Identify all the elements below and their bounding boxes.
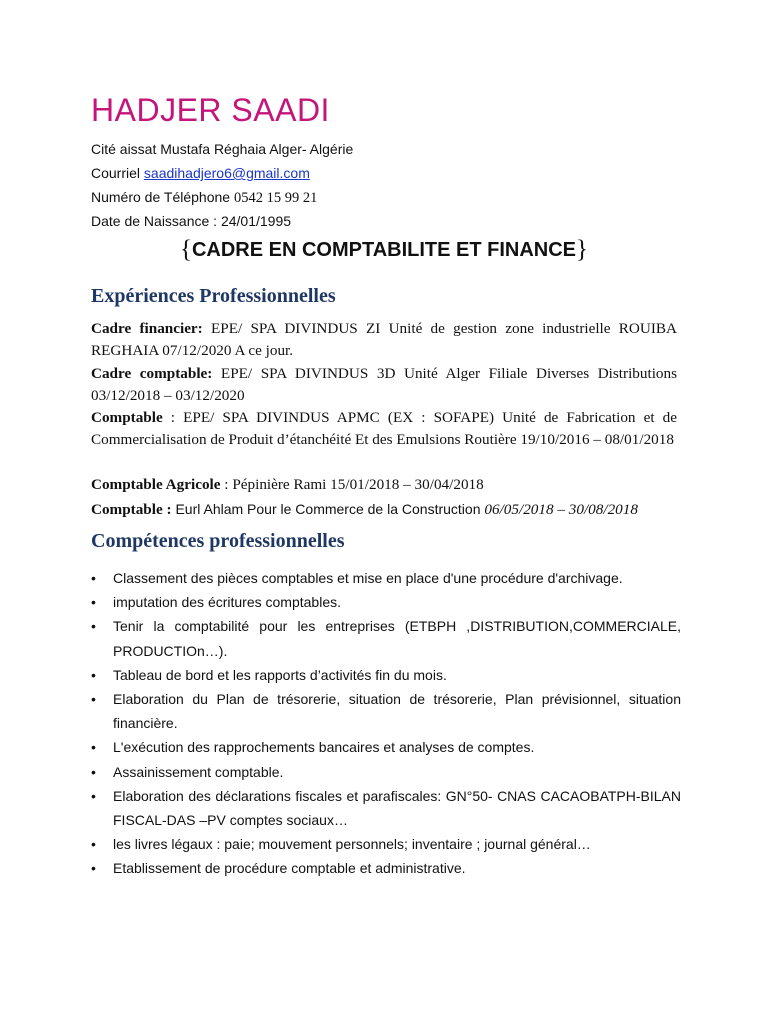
skill-text: Elaboration des déclarations fiscales et parafiscales: GN°50- CNAS CACAOBATPH-BILAN FISCAL-DAS –PV comptes sociaux…	[113, 787, 681, 829]
list-item	[91, 687, 681, 735]
experience-details: EPE/ SPA DIVINDUS ZI Unité de gestion zone industrielle ROUIBA REGHAIA 07/12/2020 A ce jour.	[91, 320, 677, 360]
bullet-icon: •	[91, 860, 96, 877]
email-label: Courriel	[91, 165, 141, 181]
experience-item	[91, 498, 677, 521]
experience-role: Comptable	[91, 409, 163, 426]
birth-date-line	[91, 212, 291, 230]
experience-role: Cadre comptable:	[91, 365, 213, 382]
list-item	[91, 832, 681, 856]
experience-item	[91, 407, 677, 452]
list-item	[91, 760, 681, 784]
email-line	[91, 164, 310, 182]
headline-brace-open: {	[179, 236, 192, 263]
candidate-name: HADJER SAADI	[91, 92, 330, 128]
experience-item	[91, 318, 677, 363]
experience-role: Comptable Agricole	[91, 476, 221, 493]
skill-text: Tenir la comptabilité pour les entreprises (ETBPH ,DISTRIBUTION,COMMERCIALE, PRODUCTIOn…).	[113, 618, 681, 659]
address-line	[91, 140, 353, 158]
address-text: Cité aissat Mustafa Réghaia Alger- Algérie	[91, 141, 354, 157]
bullet-icon: •	[91, 787, 96, 804]
skill-text: Assainissement comptable.	[113, 763, 284, 780]
list-item	[91, 590, 681, 614]
list-item	[91, 735, 681, 759]
experience-details: Eurl Ahlam Pour le Commerce de la Construction	[171, 501, 485, 517]
list-item	[91, 614, 681, 662]
birth-date-text: Date de Naissance : 24/01/1995	[91, 213, 292, 229]
experience-details: EPE/ SPA DIVINDUS 3D Unité Alger Filiale Diverses Distributions 03/12/2018 – 03/12/2020	[91, 365, 678, 405]
bullet-icon: •	[91, 739, 96, 756]
skill-text: imputation des écritures comptables.	[113, 594, 341, 611]
bullet-icon: •	[91, 836, 96, 853]
experience-dates: 06/05/2018 – 30/08/2018	[484, 501, 638, 518]
bullet-icon: •	[91, 570, 96, 586]
experience-item	[91, 474, 677, 496]
professional-headline	[0, 236, 768, 264]
phone-line	[91, 188, 317, 207]
list-item	[91, 566, 681, 590]
experience-item	[91, 363, 677, 408]
skills-section-title: Compétences professionnelles	[91, 530, 345, 552]
skill-text: Etablissement de procédure comptable et administrative.	[113, 860, 466, 877]
experience-section-title: Expériences Professionnelles	[91, 285, 336, 307]
skill-text: Elaboration du Plan de trésorerie, situation de trésorerie, Plan prévisionnel, situation financière.	[113, 691, 681, 732]
email-link[interactable]: saadihadjero6@gmail.com	[143, 165, 310, 181]
experience-role: Cadre financier:	[91, 320, 203, 337]
bullet-icon: •	[91, 691, 96, 708]
list-item	[91, 663, 681, 687]
list-item	[91, 784, 681, 832]
bullet-icon: •	[91, 666, 96, 683]
skill-text: L'exécution des rapprochements bancaires et analyses de comptes.	[113, 739, 535, 756]
bullet-icon: •	[91, 618, 96, 635]
phone-label: Numéro de Téléphone	[91, 189, 231, 205]
list-item	[91, 856, 681, 880]
headline-text: CADRE EN COMPTABILITE ET FINANCE	[191, 239, 577, 261]
skill-text: Tableau de bord et les rapports d’activités fin du mois.	[113, 666, 447, 683]
experience-details: : Pépinière Rami 15/01/2018 – 30/04/2018	[220, 476, 484, 493]
bullet-icon: •	[91, 594, 96, 611]
experience-role: Comptable :	[91, 501, 172, 518]
skill-text: les livres légaux : paie; mouvement personnels; inventaire ; journal général…	[113, 836, 591, 853]
skill-text: Classement des pièces comptables et mise en place d'une procédure d'archivage.	[113, 570, 623, 586]
bullet-icon: •	[91, 763, 96, 780]
experience-details: : EPE/ SPA DIVINDUS APMC (EX : SOFAPE) Unité de Fabrication et de Commercialisation de Produit d’étanchéité Et des Emulsions Routière 19/10/2016 – 08/01/2018	[91, 409, 677, 449]
phone-number: 0542 15 99 21	[233, 190, 318, 206]
headline-brace-close: }	[576, 236, 589, 263]
skills-list	[91, 566, 681, 881]
